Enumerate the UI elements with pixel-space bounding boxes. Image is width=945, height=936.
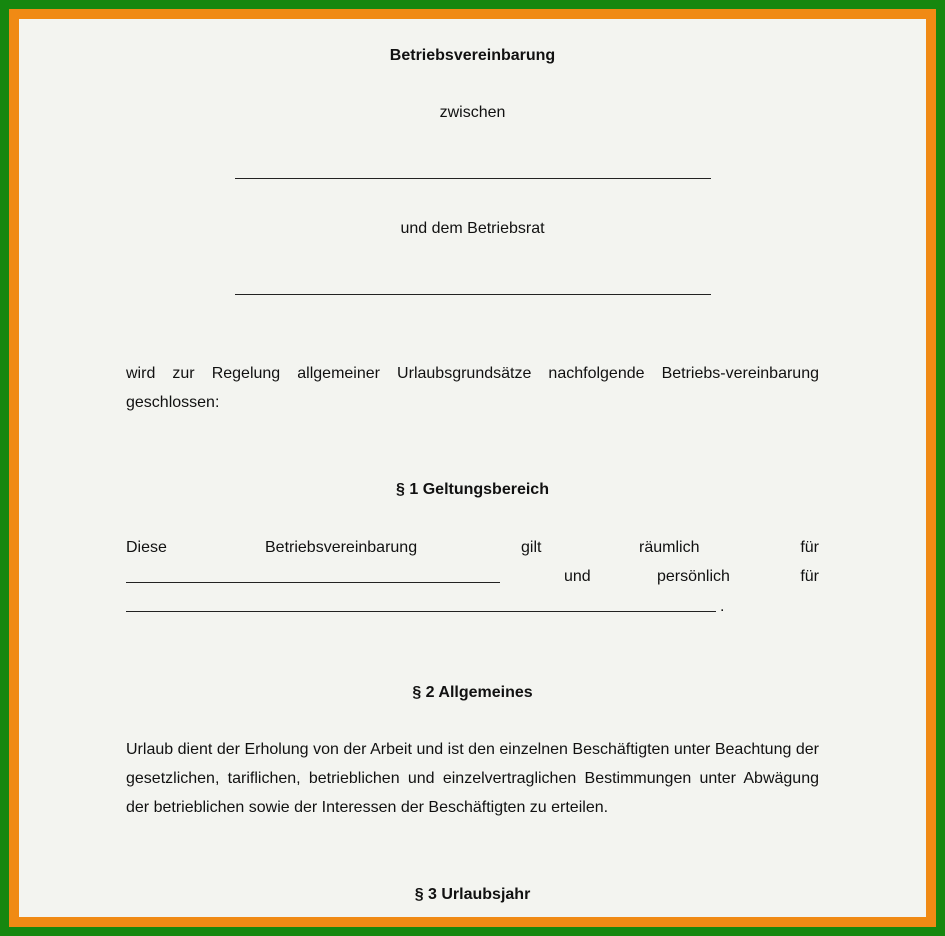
intro-paragraph: wird zur Regelung allgemeiner Urlaubsgrundsätze nachfolgende Betriebs-vereinbarung geschlossen: — [126, 365, 819, 411]
s1-word: räumlich — [639, 539, 700, 556]
s1-word: und — [564, 568, 591, 585]
works-council-blank-line — [235, 294, 711, 295]
section-2-paragraph: Urlaub dient der Erholung von der Arbeit und ist den einzelnen Beschäftigten unter Beachtung der gesetzlichen, tariflichen, betrieblichen und einzelvertraglichen Bestimmungen unter Abwägung der betrieblichen sowie der Interessen der Beschäftigten zu erteilen. — [126, 741, 819, 816]
s1-word: Betriebsvereinbarung — [265, 539, 418, 556]
section-1-heading: § 1 Geltungsbereich — [396, 481, 549, 498]
between-label: zwischen — [439, 104, 506, 121]
s1-word: persönlich — [657, 568, 730, 585]
section-1-line-3 — [126, 592, 819, 621]
s1-end-mark: . — [720, 598, 725, 615]
section-1-line-1 — [126, 533, 819, 562]
s1-word: für — [800, 568, 819, 585]
spatial-scope-blank-line — [126, 582, 500, 583]
employer-blank-line — [235, 178, 711, 179]
section-3-heading: § 3 Urlaubsjahr — [414, 886, 531, 903]
document-title: Betriebsvereinbarung — [389, 47, 556, 64]
section-2-heading: § 2 Allgemeines — [412, 684, 533, 701]
works-council-label: und dem Betriebsrat — [400, 220, 545, 237]
s1-word: für — [800, 539, 819, 556]
s1-word: Diese — [126, 539, 167, 556]
s1-word: gilt — [521, 539, 542, 556]
section-1-line-2 — [126, 562, 819, 591]
document-page — [19, 19, 926, 917]
